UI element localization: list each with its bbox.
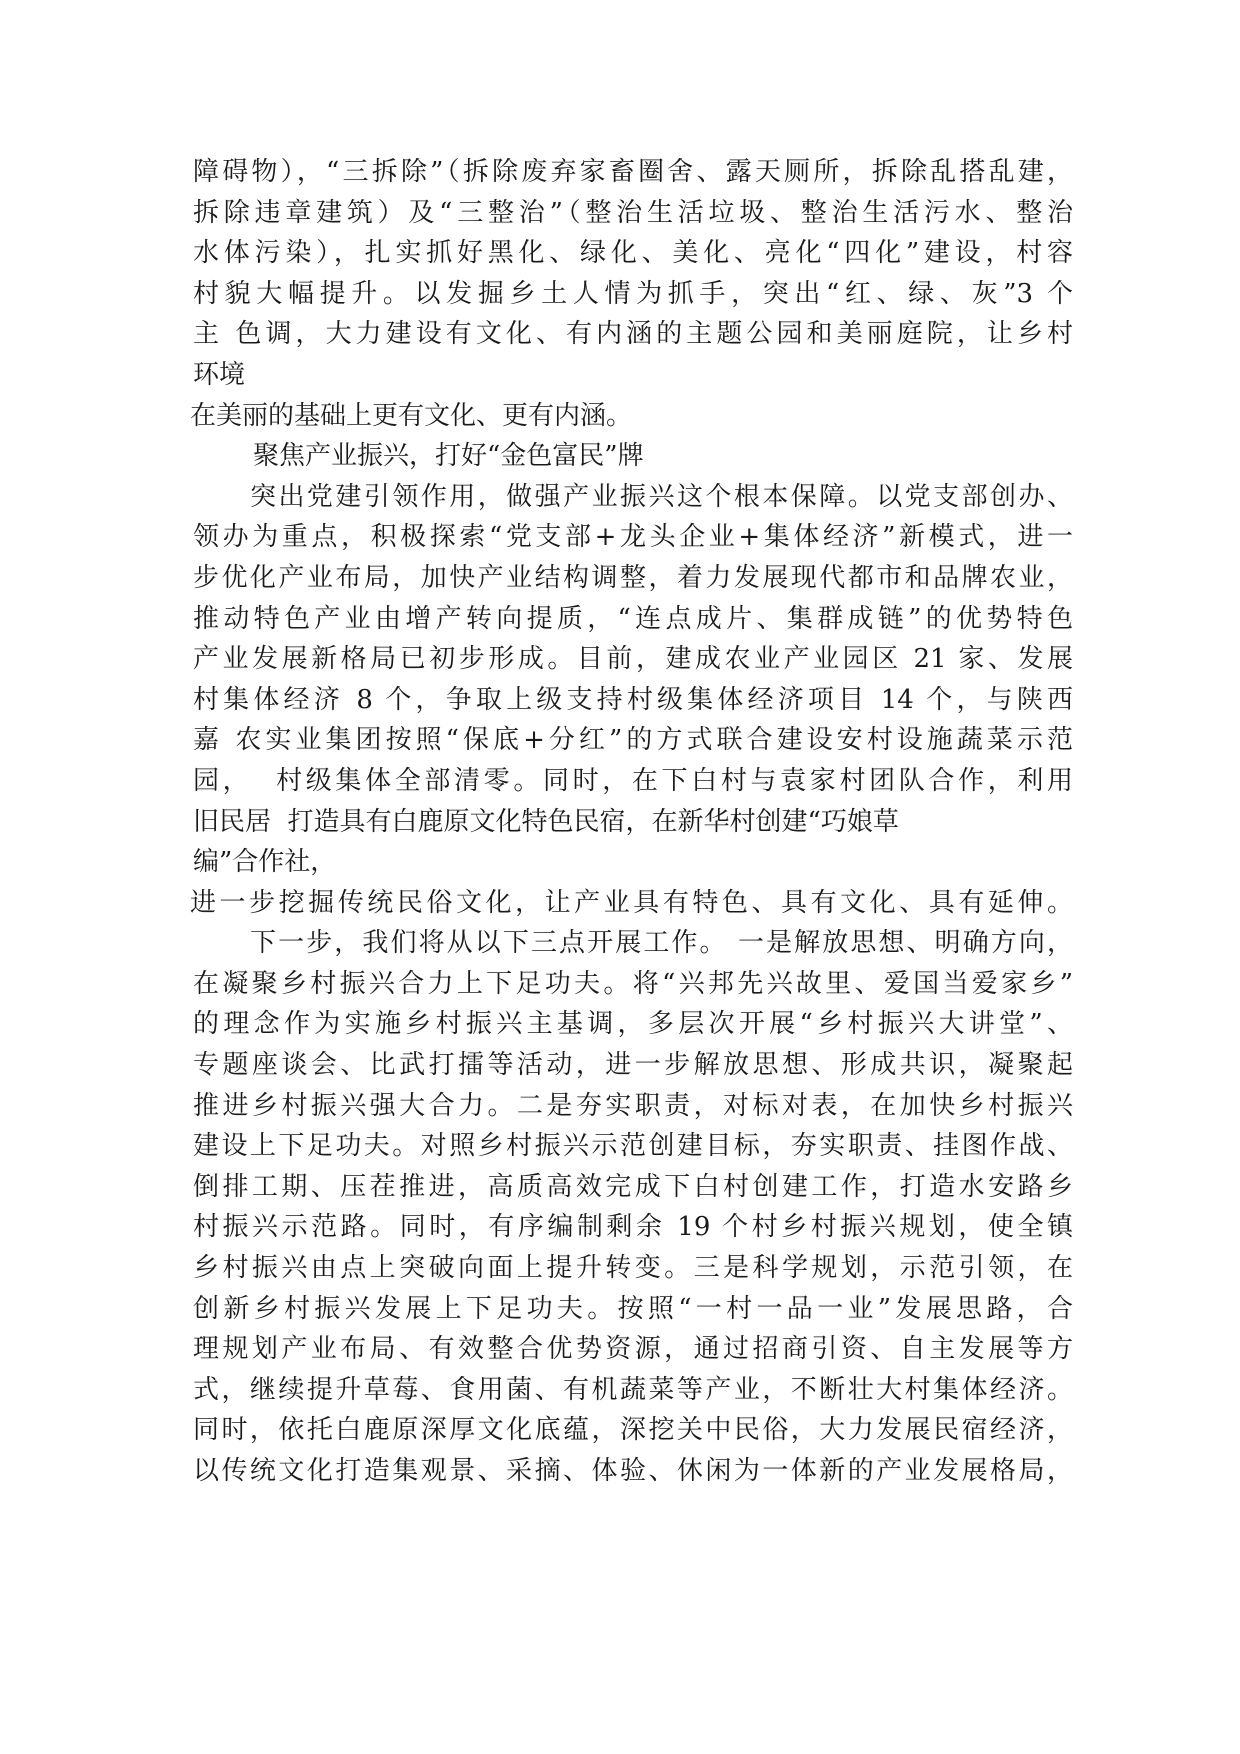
text-line: 在美丽的基础上更有文化、更有内涵。 [190,400,633,431]
text-line: 下一步，我们将从以下三点开展工作。 一是解放思想、明确方向， [250,928,1073,959]
text-line: 障碍物），“三拆除”（拆除废弃家畜圈舍、露天厕所，拆除乱搭乱建， [193,157,1073,187]
text-line: 步优化产业布局，加快产业结构调整，着力发展现代都市和品牌农业， [193,562,1073,593]
text-line: 推动特色产业由增产转向提质，“连点成片、集群成链”的优势特色 [193,603,1073,634]
text-line: 同时，依托白鹿原深厚文化底蕴，深挖关中民俗，大力发展民宿经济， [193,1415,1073,1446]
text-line: 专题座谈会、比武打擂等活动，进一步解放思想、形成共识，凝聚起 [193,1050,1073,1081]
text-line: 产业发展新格局已初步形成。目前，建成农业产业园区 21 家、发展 [193,644,1073,675]
text-line: 建设上下足功夫。对照乡村振兴示范创建目标，夯实职责、挂图作战、 [193,1131,1073,1162]
text-line: 嘉 农实业集团按照“保底+分红”的方式联合建设安村设施蔬菜示范 [193,725,1073,756]
text-line: 的理念作为实施乡村振兴主基调，多层次开展“乡村振兴大讲堂”、 [193,1009,1073,1040]
text-line: 水体污染），扎实抓好黑化、绿化、美化、亮化“四化”建设，村容 [193,238,1073,269]
text-line: 拆除违章建筑）及“三整治”（整治生活垃圾、整治生活污水、整治 [193,197,1073,228]
body-text [190,152,1073,1492]
text-line: 园， 村级集体全部清零。同时，在下白村与袁家村团队合作，利用 [193,765,1073,796]
section-heading: 聚焦产业振兴，打好“金色富民”牌 [253,441,644,472]
text-line: 进一步挖掘传统民俗文化，让产业具有特色、具有文化、具有延伸。 [190,887,1073,918]
text-line: 村集体经济 8 个，争取上级支持村级集体经济项目 14 个，与陕西 [193,684,1073,715]
text-line: 村貌大幅提升。以发掘乡土人情为抓手，突出“红、绿、灰”3 个 [193,278,1073,309]
text-line: 旧民居 打造具有白鹿原文化特色民宿，在新华村创建“巧娘草 [193,806,899,837]
text-line: 编”合作社， [193,847,337,878]
text-line: 村振兴示范路。同时，有序编制剩余 19 个村乡村振兴规划，使全镇 [193,1212,1073,1243]
text-line: 理规划产业布局、有效整合优势资源，通过招商引资、自主发展等方 [193,1334,1073,1365]
text-line: 环境 [193,359,246,390]
text-line: 倒排工期、压茬推进，高质高效完成下白村创建工作，打造水安路乡 [193,1171,1073,1202]
text-line: 在凝聚乡村振兴合力上下足功夫。将“兴邦先兴故里、爱国当爱家乡” [193,968,1073,999]
text-line: 主 色调，大力建设有文化、有内涵的主题公园和美丽庭院，让乡村 [193,319,1073,350]
text-line: 乡村振兴由点上突破向面上提升转变。三是科学规划，示范引领，在 [193,1253,1073,1284]
text-line: 式，继续提升草莓、食用菌、有机蔬菜等产业，不断壮大村集体经济。 [193,1374,1073,1405]
text-line: 突出党建引领作用，做强产业振兴这个根本保障。以党支部创办、 [250,481,1073,512]
text-line: 领办为重点，积极探索“党支部+龙头企业+集体经济”新模式，进一 [193,522,1073,553]
text-line: 以传统文化打造集观景、采摘、体验、休闲为一体新的产业发展格局， [193,1456,1073,1486]
text-line: 创新乡村振兴发展上下足功夫。按照“一村一品一业”发展思路，合 [193,1293,1073,1324]
text-line: 推进乡村振兴强大合力。二是夯实职责，对标对表，在加快乡村振兴 [193,1090,1073,1121]
